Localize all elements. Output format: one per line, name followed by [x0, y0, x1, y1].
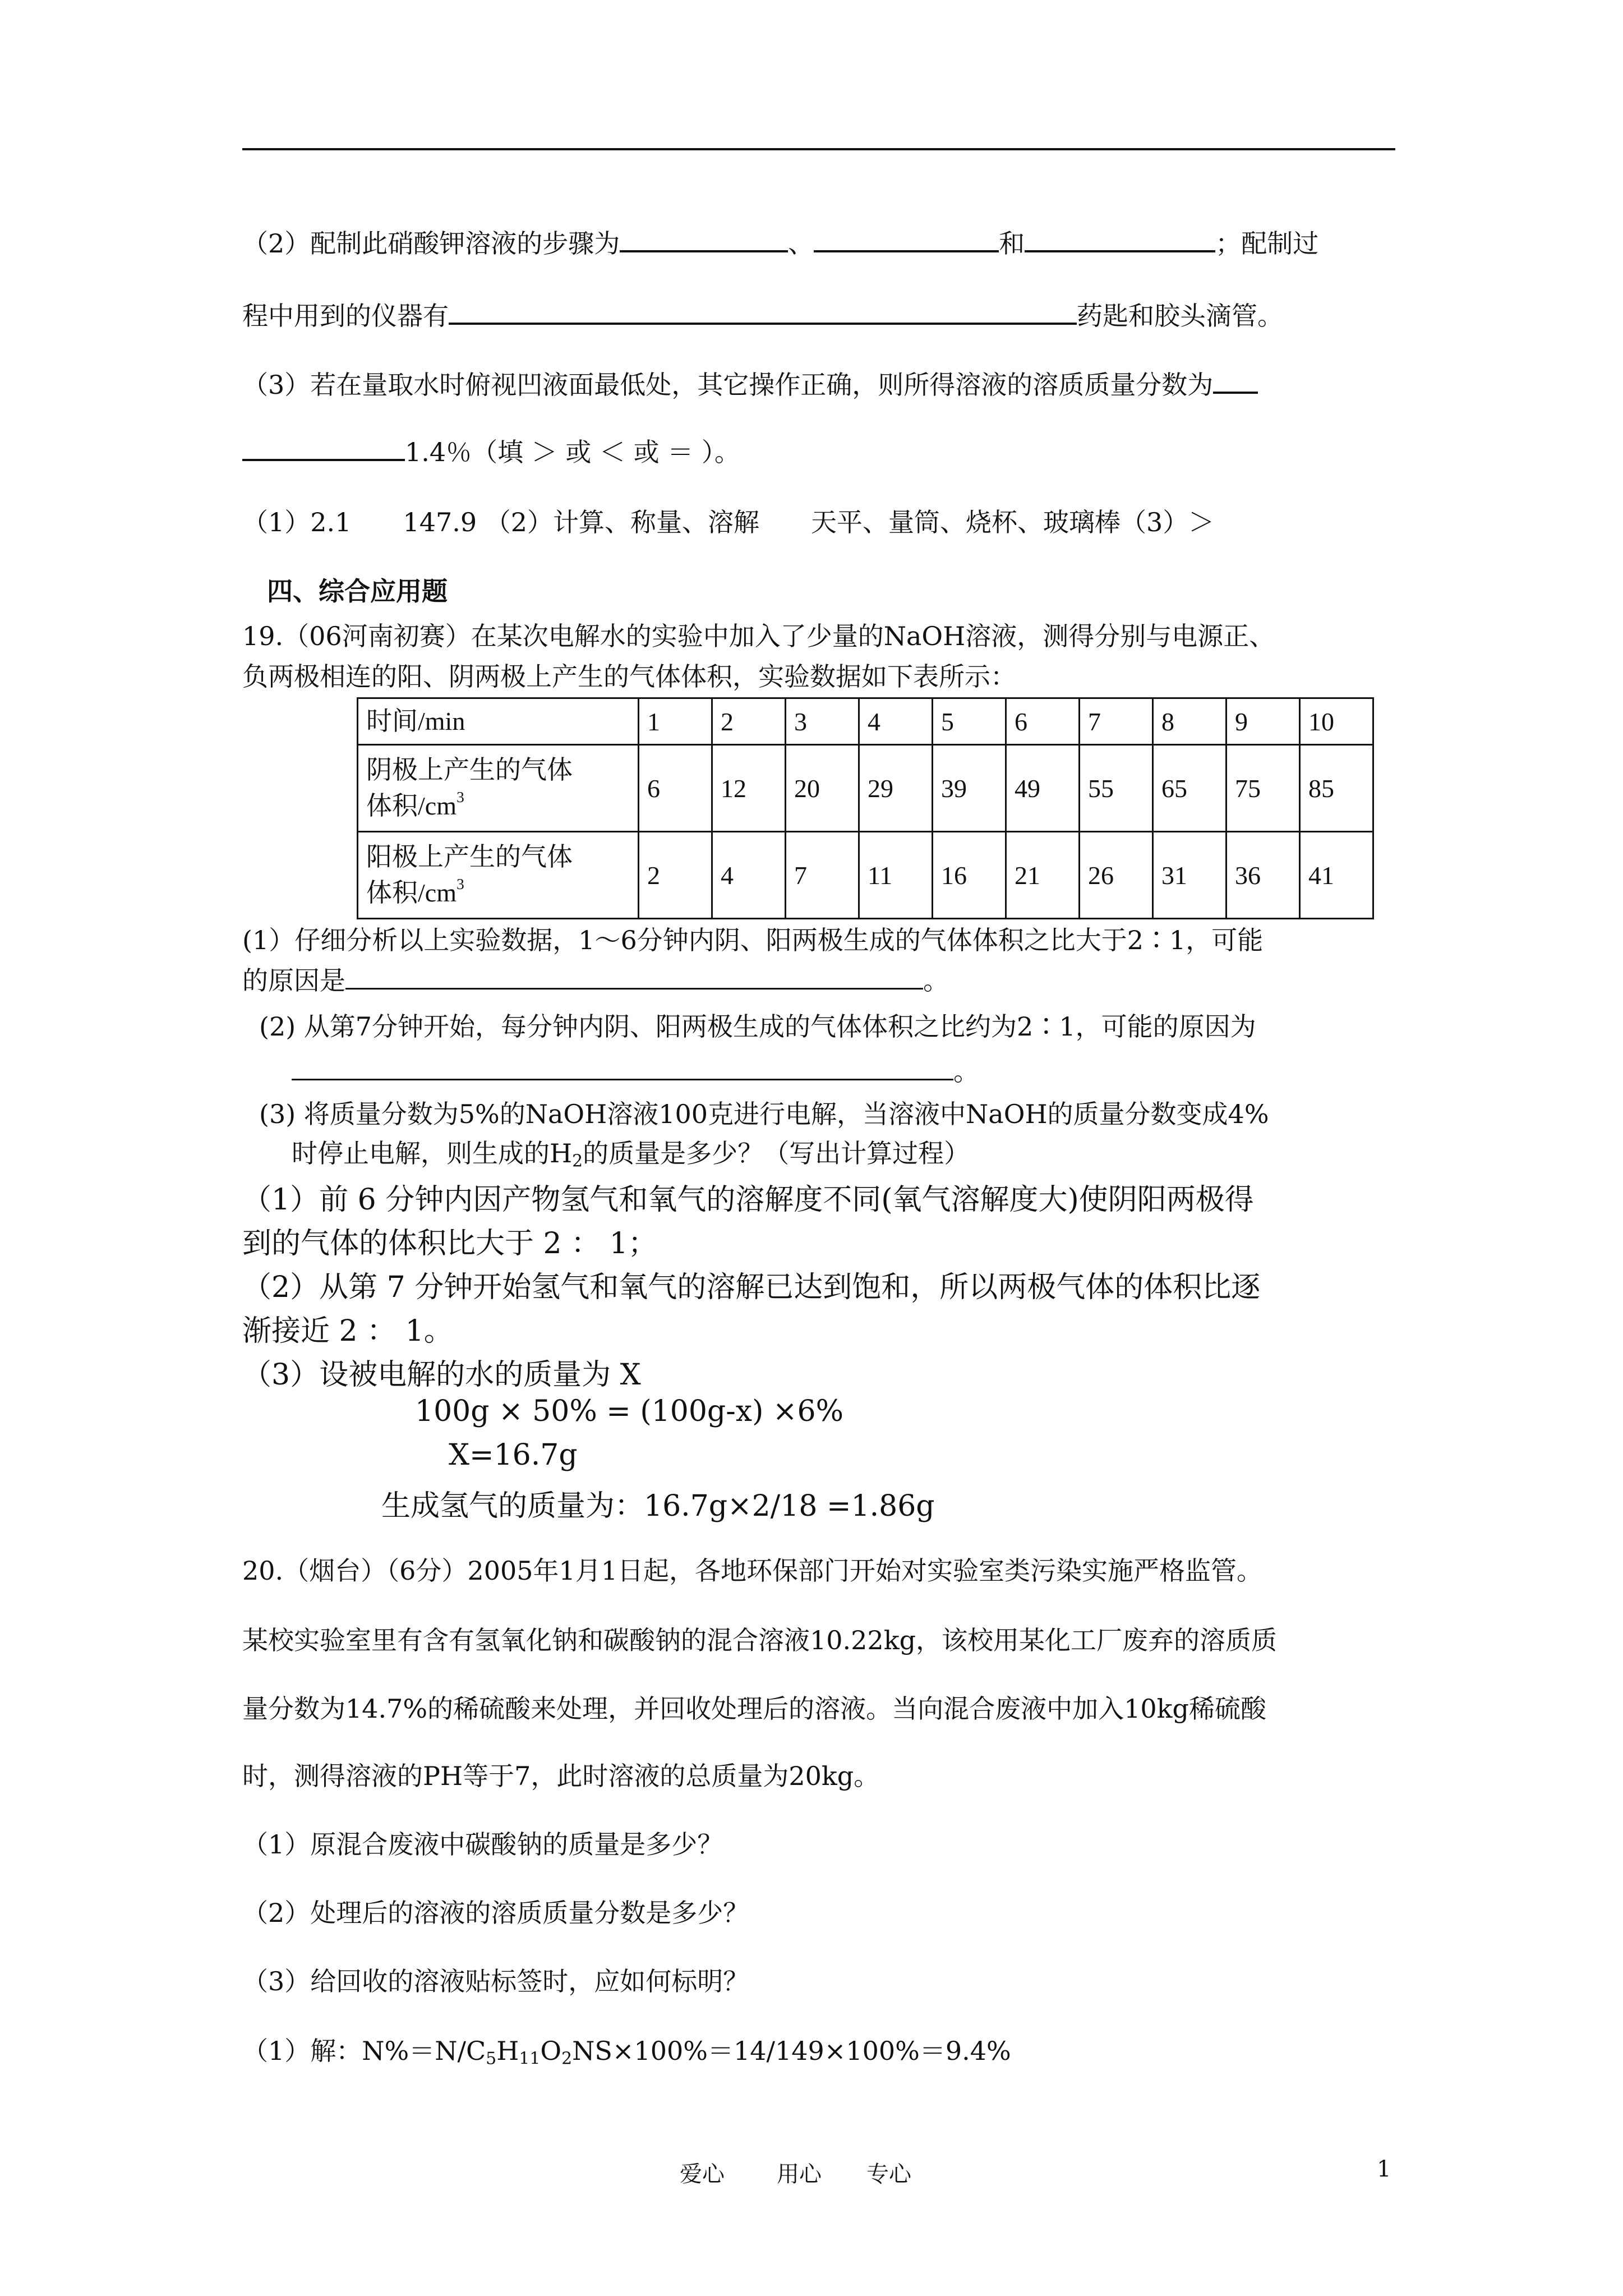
- table-cell: 31: [1153, 832, 1227, 919]
- table-cell: 29: [859, 745, 933, 832]
- q19-answer-2-line2: 渐接近 2 ： 1。: [242, 1314, 453, 1348]
- table-cell: 11: [859, 832, 933, 919]
- table-row: [358, 698, 1373, 745]
- q20-line1: 20.（烟台）（6分）2005年1月1日起，各地环保部门开始对实验室类污染实施严格监管。: [242, 1556, 1263, 1586]
- answer-blank[interactable]: [620, 226, 788, 252]
- table-cell: 85: [1300, 745, 1373, 832]
- q18-part2-line2: 程中用到的仪器有 药匙和胶头滴管。: [242, 296, 1283, 333]
- q18-part3-line1: （3）若在量取水时俯视凹液面最低处，其它操作正确，则所得溶液的溶质质量分数为: [242, 365, 1258, 402]
- table-cell: 8: [1153, 698, 1227, 745]
- table-cell: 39: [933, 745, 1006, 832]
- table-cell: 4: [859, 698, 933, 745]
- q19-sub1-line2: 的原因是 。: [242, 960, 949, 997]
- answer-blank[interactable]: [1213, 367, 1258, 394]
- table-cell: 10: [1300, 698, 1373, 745]
- q19-sub2-line1: (2) 从第7分钟开始，每分钟内阴、阳两极生成的气体体积之比约为2∶1，可能的原因为: [259, 1011, 1256, 1042]
- q19-answer-3-line1: （3）设被电解的水的质量为 X: [242, 1358, 641, 1392]
- footer-motto-2: 用心: [777, 2161, 822, 2187]
- table-cell: 6: [639, 745, 712, 832]
- table-cell: 36: [1227, 832, 1300, 919]
- answer-blank[interactable]: [345, 963, 923, 990]
- answer-blank[interactable]: [242, 434, 405, 461]
- q19-answer-3-line2: 100g × 50% = (100g-x) ×6%: [415, 1395, 843, 1428]
- table-cell: 16: [933, 832, 1006, 919]
- table-cell: 26: [1080, 832, 1153, 919]
- table-header-time: 时间/min: [358, 698, 639, 745]
- table-cell: 6: [1006, 698, 1080, 745]
- answer-blank[interactable]: [292, 1054, 953, 1080]
- table-header-anode: 阳极上产生的气体 体积$/cm^3$: [358, 832, 639, 919]
- q19-sub1-line1: (1）仔细分析以上实验数据，1～6分钟内阴、阳两极生成的气体体积之比大于2∶1，可能: [242, 925, 1264, 955]
- table-header-cathode: 阴极上产生的气体 体积$/cm^3$: [358, 745, 639, 832]
- q19-answer-1-line2: 到的气体的体积比大于 2 ： 1；: [242, 1227, 657, 1260]
- q19-sub3-line2: 时停止电解，则生成的$H_2$的质量是多少？（写出计算过程）: [292, 1138, 970, 1171]
- footer-motto-1: 爱心: [680, 2161, 725, 2187]
- q18-answer: （1）2.1 147.9 （2）计算、称量、溶解 天平、量筒、烧杯、玻璃棒（3）＞: [242, 507, 1215, 537]
- q20-line3: 量分数为14.7%的稀硫酸来处理，并回收处理后的溶液。当向混合废液中加入10kg稀硫酸: [242, 1694, 1266, 1724]
- table-cell: 20: [786, 745, 859, 832]
- answer-blank[interactable]: [449, 298, 1077, 325]
- q20-line4: 时，测得溶液的PH等于7，此时溶液的总质量为20kg。: [242, 1761, 880, 1791]
- table-cell: 75: [1227, 745, 1300, 832]
- q19-stem-line2: 负两极相连的阳、阴两极上产生的气体体积，实验数据如下表所示：: [242, 661, 1016, 692]
- table-row: [358, 832, 1373, 919]
- q20-sub1: （1）原混合废液中碳酸钠的质量是多少？: [242, 1829, 723, 1860]
- table-cell: 2: [639, 832, 712, 919]
- table-cell: 21: [1006, 832, 1080, 919]
- section-title: 四、综合应用题: [267, 576, 448, 606]
- q20-line2: 某校实验室里有含有氢氧化钠和碳酸钠的混合溶液10.22kg，该校用某化工厂废弃的溶质质: [242, 1625, 1278, 1655]
- q20-answer: （1）解：$N\%=N/C_5H_{11}O_2NS\times 100\%=14/149\times 100\%=9.4\%$: [242, 2036, 1011, 2069]
- table-cell: 2: [712, 698, 786, 745]
- table-cell: 7: [1080, 698, 1153, 745]
- table-cell: 41: [1300, 832, 1373, 919]
- q18-part2-prefix: （2）配制此硝酸钾溶液的步骤为: [242, 228, 620, 259]
- table-cell: 3: [786, 698, 859, 745]
- q19-stem-line1: 19.（06河南初赛）在某次电解水的实验中加入了少量的NaOH溶液，测得分别与电源正、: [242, 621, 1275, 651]
- footer-motto-3: 专心: [866, 2161, 911, 2187]
- table-cell: 7: [786, 832, 859, 919]
- table-cell: 65: [1153, 745, 1227, 832]
- q19-answer-3-line3: X=16.7g: [449, 1438, 578, 1472]
- table-cell: 9: [1227, 698, 1300, 745]
- table-row: [358, 745, 1373, 832]
- q19-sub2-line2: 。: [292, 1051, 979, 1088]
- q18-part3-line2: 1.4％（填 ＞ 或 ＜ 或 ＝ ）。: [242, 432, 740, 469]
- table-cell: 49: [1006, 745, 1080, 832]
- table-cell: 5: [933, 698, 1006, 745]
- q18-part2-line1: （2）配制此硝酸钾溶液的步骤为 、 和 ；配制过: [242, 223, 1318, 260]
- header-rule: [242, 148, 1395, 150]
- table-cell: 12: [712, 745, 786, 832]
- q20-sub2: （2）处理后的溶液的溶质质量分数是多少？: [242, 1898, 749, 1928]
- q19-answer-2-line1: （2）从第 7 分钟开始氢气和氧气的溶解已达到饱和，所以两极气体的体积比逐: [242, 1271, 1261, 1304]
- data-table: [357, 697, 1374, 919]
- q20-sub3: （3）给回收的溶液贴标签时，应如何标明？: [242, 1966, 749, 1996]
- table-cell: 55: [1080, 745, 1153, 832]
- q19-answer-1-line1: （1）前 6 分钟内因产物氢气和氧气的溶解度不同(氧气溶解度大)使阴阳两极得: [242, 1183, 1254, 1217]
- page-number: 1: [1377, 2156, 1391, 2182]
- table-cell: 1: [639, 698, 712, 745]
- q19-sub3-line1: (3) 将质量分数为5%的NaOH溶液100克进行电解，当溶液中NaOH的质量分数变成4%: [259, 1099, 1269, 1129]
- answer-blank[interactable]: [1025, 226, 1215, 252]
- answer-blank[interactable]: [814, 226, 999, 252]
- q19-answer-3-line4: 生成氢气的质量为：16.7g×2/18 =1.86g: [381, 1489, 935, 1523]
- table-cell: 4: [712, 832, 786, 919]
